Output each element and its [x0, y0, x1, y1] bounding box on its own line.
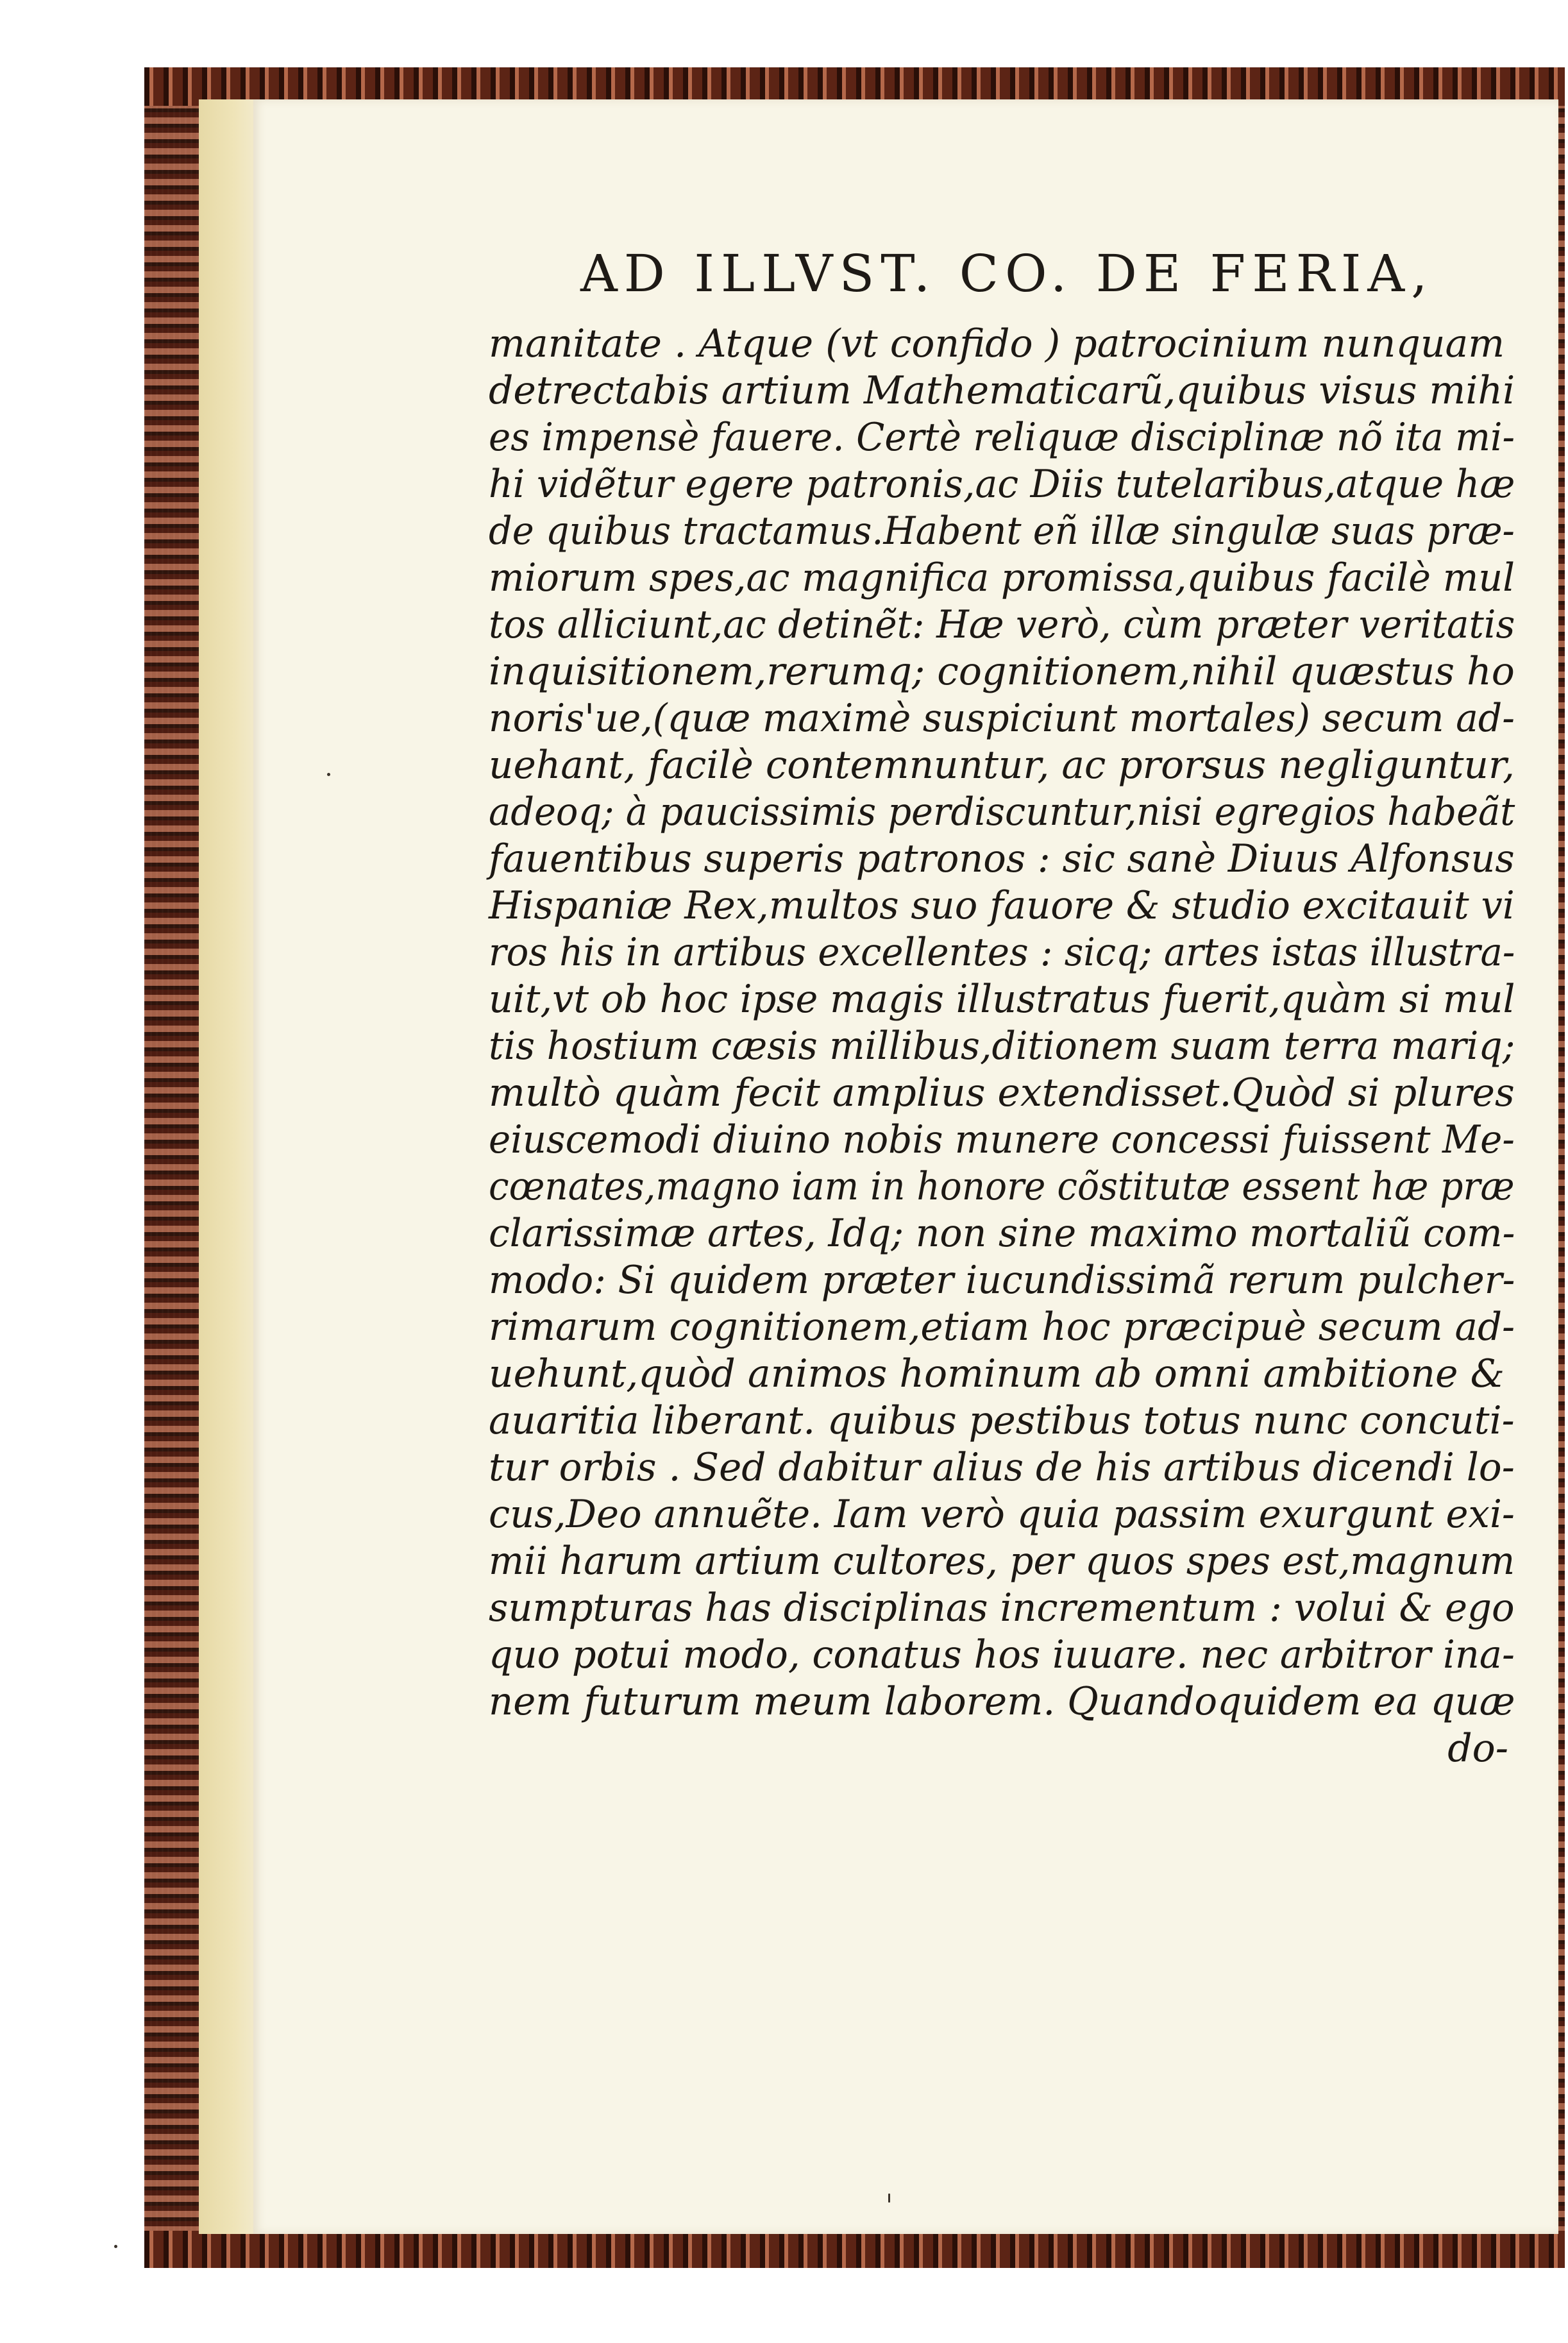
binding-edge-bottom [144, 2231, 1565, 2268]
text-line: de quibus tractamus.Habent eñ illæ singulæ suas præ- [489, 509, 1515, 554]
text-line: adeoq; à paucissimis perdiscuntur,nisi egregios habeãt [489, 790, 1515, 834]
text-line: uehunt,quòd animos hominum ab omni ambitione & [489, 1351, 1505, 1396]
text-line: inquisitionem,rerumq; cognitionem,nihil quæstus ho [489, 649, 1515, 694]
text-line: clarissimæ artes, Idq; non sine maximo mortaliũ com- [489, 1211, 1515, 1256]
text-line: tur orbis . Sed dabitur alius de his artibus dicendi lo- [489, 1445, 1515, 1490]
text-line: modo: Si quidem præter iucundissimã rerum pulcher- [489, 1258, 1515, 1303]
text-line: fauentibus superis patronos : sic sanè Diuus Alfonsus [489, 836, 1515, 881]
body-text [489, 321, 1515, 1772]
text-line: uehant, facilè contemnuntur, ac prorsus negliguntur, [489, 743, 1515, 788]
text-line: nem futurum meum laborem. Quandoquidem ea quæ [489, 1679, 1515, 1724]
text-line: es impensè fauere. Certè reliquæ disciplinæ nõ ita mi- [489, 415, 1515, 460]
text-line: sumpturas has disciplinas incrementum : volui & ego [489, 1586, 1515, 1630]
catchword: do- [1447, 1726, 1508, 1771]
text-line: multò quàm fecit amplius extendisset.Quòd si plures [489, 1070, 1515, 1115]
text-line: hi vidẽtur egere patronis,ac Diis tutelaribus,atque hæ [489, 462, 1515, 507]
text-line: cœnates,magno iam in honore cõstitutæ essent hæ præ [489, 1164, 1515, 1209]
paper-speck [114, 2245, 117, 2248]
text-line: ros his in artibus excellentes : sicq; artes istas illustra- [489, 930, 1515, 975]
text-line: miorum spes,ac magnifica promissa,quibus facilè mul [489, 555, 1515, 600]
text-line: cus,Deo annuẽte. Iam verò quia passim exurgunt exi- [489, 1492, 1515, 1537]
text-line: rimarum cognitionem,etiam hoc præcipuè secum ad- [489, 1305, 1515, 1349]
text-line: eiuscemodi diuino nobis munere concessi fuissent Me- [489, 1117, 1515, 1162]
text-line: mii harum artium cultores, per quos spes est,magnum [489, 1539, 1515, 1584]
text-line: uit,vt ob hoc ipse magis illustratus fuerit,quàm si mul [489, 977, 1515, 1022]
text-line: Hispaniæ Rex,multos suo fauore & studio excitauit vi [489, 883, 1515, 928]
running-head: AD ILLVST. CO. DE FERIA, [580, 244, 1434, 303]
text-line: detrectabis artium Mathematicarũ,quibus visus mihi [489, 368, 1515, 413]
text-line: tis hostium cæsis millibus,ditionem suam terra mariq; [489, 1024, 1515, 1069]
paper-speck [327, 773, 330, 776]
paper-speck [888, 2194, 890, 2203]
text-line: manitate . Atque (vt confido ) patrocinium nunquam [489, 321, 1505, 366]
text-line: noris'ue,(quæ maximè suspiciunt mortales) secum ad- [489, 696, 1515, 741]
text-line: quo potui modo, conatus hos iuuare. nec arbitror ina- [489, 1632, 1515, 1677]
text-line: tos alliciunt,ac detinẽt: Hæ verò, cùm præter veritatis [489, 602, 1515, 647]
text-line: auaritia liberant. quibus pestibus totus nunc concuti- [489, 1398, 1515, 1443]
